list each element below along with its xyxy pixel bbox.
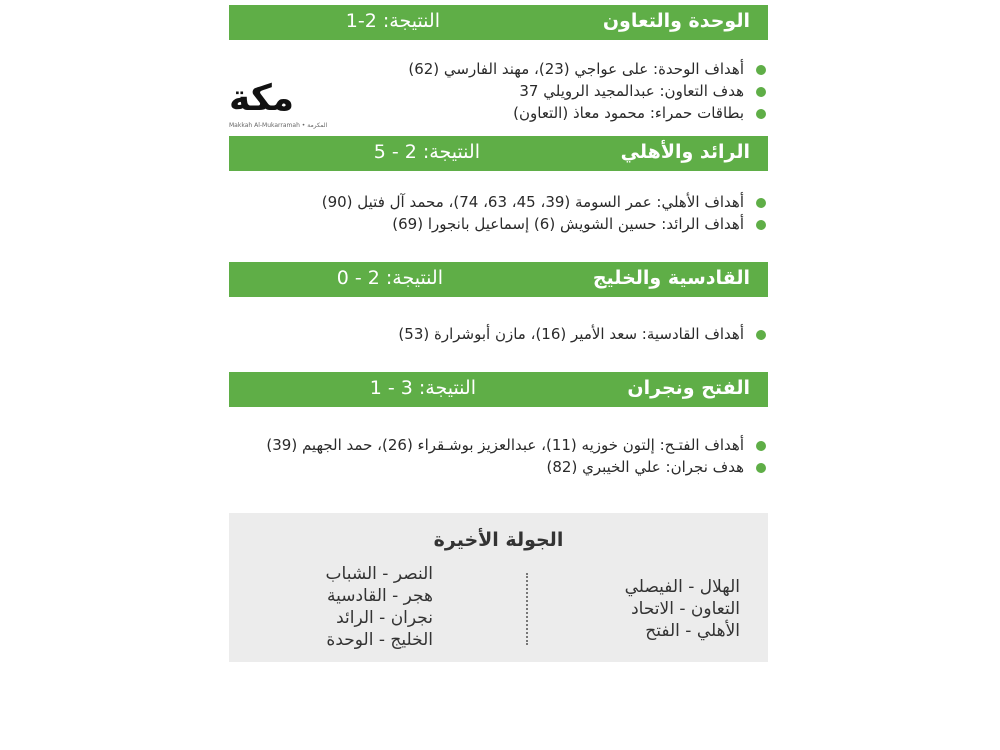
last-round-panel — [229, 513, 768, 662]
detail-line: بطاقات حمراء: محمود معاذ (التعاون) — [229, 102, 768, 124]
fixture: الهلال - الفيصلي — [624, 577, 740, 597]
bullet-icon — [756, 441, 766, 451]
match-score: النتيجة: 2-1 — [345, 10, 440, 32]
match-details-4 — [229, 434, 768, 478]
match-header-2 — [229, 136, 768, 171]
fixtures-left — [326, 563, 433, 651]
match-header-3 — [229, 262, 768, 297]
match-details-2 — [229, 191, 768, 235]
fixture: هجر - القادسية — [326, 586, 433, 606]
match-score: النتيجة: 2 - 5 — [373, 141, 480, 163]
bullet-icon — [756, 220, 766, 230]
logo-subtitle: Makkah Al-Mukarramah • المكرمة — [229, 122, 328, 129]
match-teams: الرائد والأهلي — [620, 141, 750, 163]
match-header-1 — [229, 5, 768, 40]
detail-line: أهداف الفتـح: إلتون خوزيه (11)، عبدالعزيز بوشـقراء (26)، حمد الجهيم (39) — [229, 434, 768, 456]
match-teams: الفتح ونجران — [627, 377, 750, 399]
match-teams: الوحدة والتعاون — [602, 10, 750, 32]
fixtures-right — [625, 576, 740, 642]
detail-line: أهداف الوحدة: على عواجي (23)، مهند الفارسي (62) — [229, 58, 768, 80]
match-header-4 — [229, 372, 768, 407]
detail-line: أهداف القادسية: سعد الأمير (16)، مازن أبوشرارة (53) — [229, 323, 768, 345]
detail-line: أهداف الأهلي: عمر السومة (39، 45، 63، 74)، محمد آل فتيل (90) — [229, 191, 768, 213]
fixture: الأهلي - الفتح — [645, 621, 740, 641]
bullet-icon — [756, 87, 766, 97]
makkah-logo — [229, 78, 337, 130]
detail-line: هدف التعاون: عبدالمجيد الرويلي 37 — [229, 80, 768, 102]
bullet-icon — [756, 330, 766, 340]
fixture: التعاون - الاتحاد — [631, 599, 740, 619]
bullet-icon — [756, 198, 766, 208]
logo-mark: مكة — [229, 78, 295, 119]
match-teams: القادسية والخليج — [592, 267, 750, 289]
column-divider — [526, 573, 528, 645]
fixture: نجران - الرائد — [336, 608, 433, 628]
detail-line: هدف نجران: علي الخيبري (82) — [229, 456, 768, 478]
last-round-title: الجولة الأخيرة — [433, 529, 564, 551]
bullet-icon — [756, 109, 766, 119]
fixture: النصر - الشباب — [325, 564, 433, 584]
match-details-3 — [229, 323, 768, 345]
bullet-icon — [756, 65, 766, 75]
fixture: الخليج - الوحدة — [326, 630, 433, 650]
match-score: النتيجة: 2 - 0 — [336, 267, 443, 289]
bullet-icon — [756, 463, 766, 473]
detail-line: أهداف الرائد: حسين الشويش (6) إسماعيل بانجورا (69) — [229, 213, 768, 235]
match-score: النتيجة: 3 - 1 — [369, 377, 476, 399]
